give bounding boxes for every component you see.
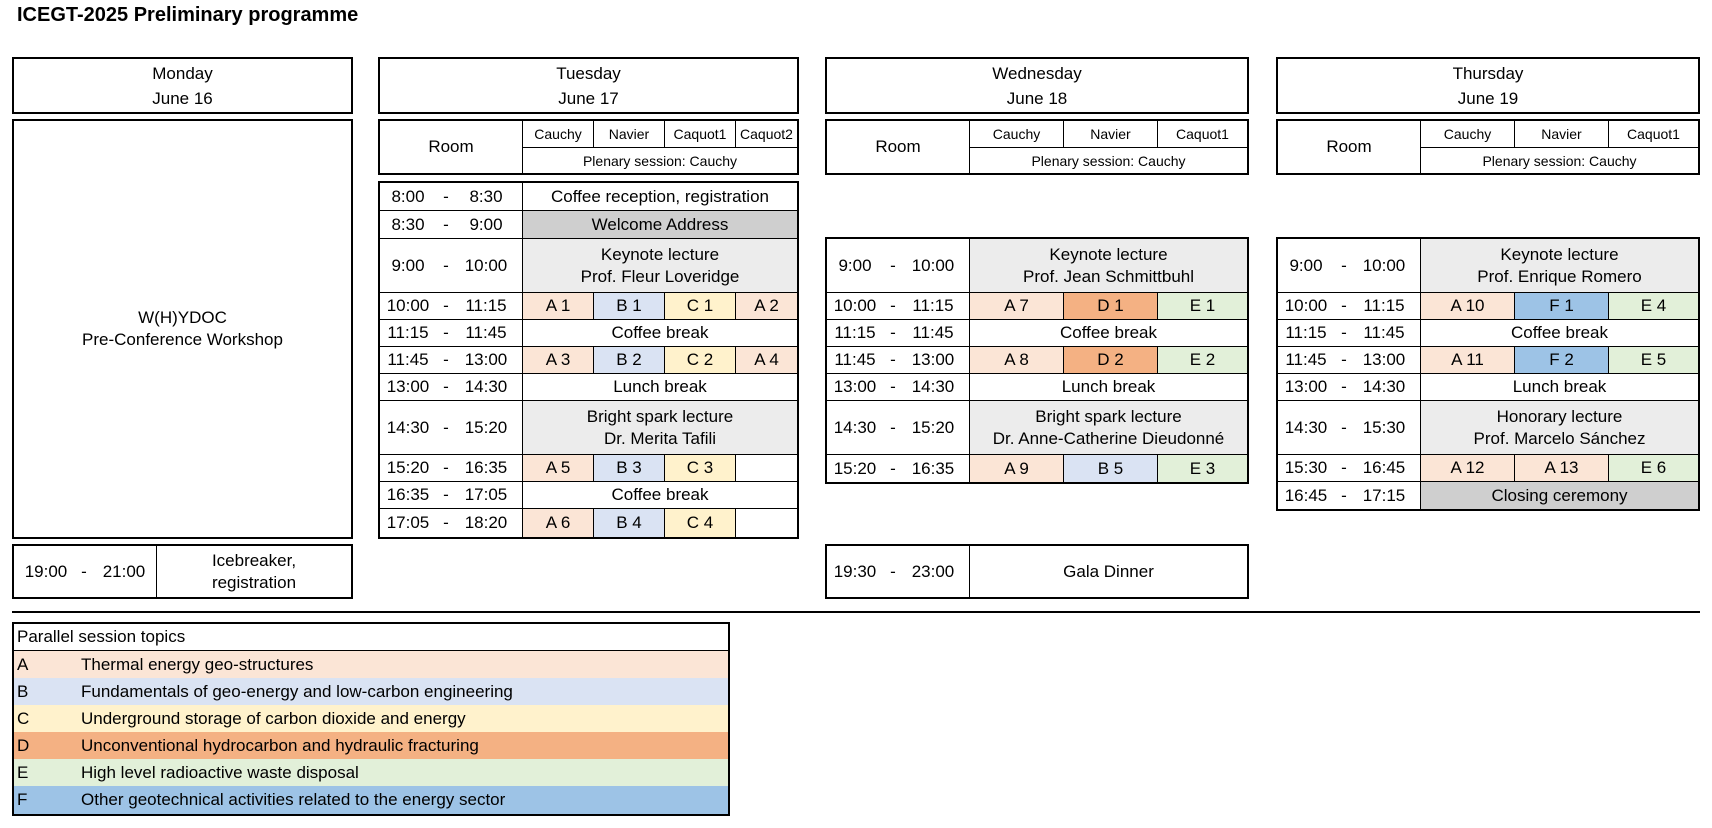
time-start: 19:30 — [833, 561, 877, 581]
session-cell: E 4 — [1609, 293, 1698, 319]
session-cell: B 3 — [594, 455, 664, 481]
page-title: ICEGT-2025 Preliminary programme — [17, 4, 359, 26]
workshop-subtitle: Pre-Conference Workshop — [82, 330, 283, 349]
legend-item — [14, 732, 728, 759]
session-cell: A 8 — [970, 347, 1063, 373]
time-row: 16:35 - 17:05 — [386, 485, 508, 504]
time-row: 15:20 - 16:35 — [386, 458, 508, 477]
time-row: 11:45 - 13:00 — [834, 350, 955, 369]
room-caquot1: Caquot1 — [673, 126, 727, 142]
legend-item — [14, 786, 728, 814]
workshop-name: W(H)YDOC — [138, 308, 227, 327]
session-cell: A 11 — [1421, 347, 1514, 373]
room-caquot1: Caquot1 — [1176, 126, 1229, 142]
event-speaker: Dr. Merita Tafili — [603, 428, 717, 448]
session-cell: A 7 — [970, 293, 1063, 319]
session-cell: E 6 — [1609, 455, 1698, 481]
session-cell: D 2 — [1064, 347, 1157, 373]
event-title: Bright spark lecture — [586, 406, 734, 426]
event-lunch-break: Lunch break — [613, 377, 707, 396]
legend-key: F — [17, 790, 28, 809]
session-cell: A 6 — [523, 509, 593, 537]
day-header-thursday — [1276, 57, 1700, 114]
time-row: 14:30 - 15:20 — [386, 417, 508, 437]
time-row: 14:30 - 15:20 — [833, 417, 955, 437]
session-cell: C 2 — [665, 347, 735, 373]
event-keynote — [523, 239, 797, 292]
event-welcome-address: Welcome Address — [523, 211, 797, 238]
session-cell: A 2 — [736, 293, 797, 319]
time-row: 10:00 - 11:15 — [833, 296, 954, 315]
event-speaker: Prof. Marcelo Sánchez — [1473, 428, 1646, 448]
room-header-thursday — [1276, 119, 1700, 175]
workshop-block — [12, 119, 353, 539]
icebreaker-block — [12, 544, 353, 599]
time-row: 9:00 - 10:00 — [1289, 255, 1406, 275]
session-cell: A 13 — [1515, 455, 1608, 481]
day-date: June 18 — [1006, 89, 1068, 108]
event-coffee-break: Coffee break — [1059, 323, 1158, 342]
section-divider — [12, 611, 1700, 613]
legend-key: E — [17, 762, 29, 782]
legend — [12, 622, 730, 816]
legend-item — [14, 678, 728, 705]
session-cell: F 2 — [1515, 347, 1608, 373]
event-title: Keynote lecture — [1049, 244, 1168, 264]
event-honorary-lecture — [1421, 401, 1698, 454]
session-cell: F 1 — [1515, 293, 1608, 319]
event-title: Keynote lecture — [600, 244, 720, 264]
room-caquot1: Caquot1 — [1627, 126, 1680, 142]
time-row: 8:30 - 9:00 — [391, 214, 503, 234]
legend-text: Fundamentals of geo-energy and low-carbon engineering — [81, 681, 513, 701]
session-cell: A 1 — [523, 293, 593, 319]
event-bright-spark — [970, 401, 1247, 454]
time-end: 21:00 — [102, 561, 146, 581]
legend-key: A — [17, 654, 29, 674]
legend-text: High level radioactive waste disposal — [81, 762, 359, 782]
event-speaker: Prof. Enrique Romero — [1477, 266, 1642, 286]
room-navier: Navier — [1541, 126, 1582, 142]
plenary-room: Plenary session: Cauchy — [1031, 152, 1186, 169]
time-row: 9:00 - 10:00 — [838, 255, 955, 275]
session-cell: B 5 — [1064, 455, 1157, 482]
session-cell: E 1 — [1158, 293, 1247, 319]
day-header-wednesday — [825, 57, 1249, 114]
session-cell: C 4 — [665, 509, 735, 537]
event-gala-dinner: Gala Dinner — [1063, 561, 1154, 581]
room-header-wednesday — [825, 119, 1249, 175]
icebreaker-sublabel: registration — [211, 572, 297, 592]
room-cauchy: Cauchy — [1443, 126, 1492, 142]
schedule-tuesday — [378, 181, 799, 539]
time-row: 10:00 - 11:15 — [386, 296, 507, 315]
session-cell: B 4 — [594, 509, 664, 537]
session-cell: A 3 — [523, 347, 593, 373]
event-lunch-break: Lunch break — [1061, 377, 1156, 396]
room-navier: Navier — [608, 126, 650, 142]
time-row: 9:00 - 10:00 — [391, 255, 508, 275]
time-row: 13:00 - 14:30 — [1284, 377, 1406, 396]
time-row: 13:00 - 14:30 — [833, 377, 955, 396]
room-caquot2: Caquot2 — [740, 126, 793, 142]
event-title: Honorary lecture — [1496, 406, 1623, 426]
time-row: 11:45 - 13:00 — [1285, 350, 1406, 369]
room-cauchy: Cauchy — [534, 126, 582, 142]
room-cauchy: Cauchy — [992, 126, 1041, 142]
legend-key: B — [17, 681, 29, 701]
time-dash: - — [81, 561, 87, 581]
session-cell: A 12 — [1421, 455, 1514, 481]
event-keynote — [1421, 239, 1698, 292]
time-end: 23:00 — [911, 561, 955, 581]
day-name: Monday — [152, 64, 213, 83]
day-date: June 17 — [558, 89, 619, 108]
event-closing-ceremony: Closing ceremony — [1421, 482, 1698, 509]
legend-text: Underground storage of carbon dioxide and energy — [81, 708, 466, 728]
time-row: 11:15 - 11:45 — [387, 323, 507, 342]
schedule-thursday — [1276, 237, 1700, 511]
time-row: 11:45 - 13:00 — [387, 350, 508, 369]
time-row: 17:05 - 18:20 — [386, 513, 508, 532]
time-row: 8:00 - 8:30 — [391, 186, 503, 206]
session-cell: B 2 — [594, 347, 664, 373]
legend-key: D — [17, 735, 30, 755]
legend-item — [14, 705, 728, 732]
time-start: 19:00 — [24, 561, 68, 581]
room-header-tuesday — [378, 119, 799, 175]
legend-item — [14, 651, 728, 678]
time-row: 15:30 - 16:45 — [1284, 458, 1406, 477]
legend-text: Other geotechnical activities related to the energy sector — [81, 790, 506, 809]
day-name: Thursday — [1452, 64, 1524, 83]
session-cell: E 5 — [1609, 347, 1698, 373]
day-date: June 19 — [1457, 89, 1519, 108]
event-bright-spark — [523, 401, 797, 454]
session-cell: E 3 — [1158, 455, 1247, 482]
icebreaker-label: Icebreaker, — [211, 550, 297, 570]
session-cell: A 5 — [523, 455, 593, 481]
event-speaker: Prof. Fleur Loveridge — [580, 266, 740, 286]
legend-text: Thermal energy geo-structures — [81, 654, 314, 674]
event-coffee-break: Coffee break — [1510, 323, 1609, 342]
day-name: Tuesday — [556, 64, 621, 83]
gala-dinner-block — [825, 544, 1249, 599]
time-row: 11:15 - 11:45 — [1285, 323, 1405, 342]
day-header-monday — [12, 57, 353, 114]
session-cell: A 4 — [736, 347, 797, 373]
session-cell: A 9 — [970, 455, 1063, 482]
event-keynote — [970, 239, 1247, 292]
session-cell: B 1 — [594, 293, 664, 319]
session-cell: A 10 — [1421, 293, 1514, 319]
time-row: 15:20 - 16:35 — [833, 458, 955, 478]
room-navier: Navier — [1090, 126, 1131, 142]
session-cell: D 1 — [1064, 293, 1157, 319]
day-date: June 16 — [152, 89, 213, 108]
event-title: Keynote lecture — [1500, 244, 1619, 264]
time-row: 16:45 - 17:15 — [1284, 485, 1406, 505]
event-title: Bright spark lecture — [1035, 406, 1182, 426]
event-coffee-break: Coffee break — [611, 323, 709, 342]
event-speaker: Prof. Jean Schmittbuhl — [1022, 266, 1195, 286]
legend-item — [14, 759, 728, 786]
session-cell: C 1 — [665, 293, 735, 319]
time-row: 10:00 - 11:15 — [1284, 296, 1405, 315]
room-label: Room — [1326, 137, 1372, 156]
legend-text: Unconventional hydrocarbon and hydraulic fracturing — [81, 735, 479, 755]
event-speaker: Dr. Anne-Catherine Dieudonné — [992, 428, 1225, 448]
legend-key: C — [17, 708, 30, 728]
event-coffee-reception: Coffee reception, registration — [551, 186, 769, 206]
session-cell: E 2 — [1158, 347, 1247, 373]
event-coffee-break: Coffee break — [611, 485, 709, 504]
legend-title: Parallel session topics — [17, 627, 186, 646]
time-row: 11:15 - 11:45 — [834, 323, 954, 342]
day-name: Wednesday — [992, 64, 1082, 83]
time-dash: - — [890, 561, 896, 581]
time-row: 13:00 - 14:30 — [386, 377, 508, 396]
session-cell: C 3 — [665, 455, 735, 481]
time-row: 14:30 - 15:30 — [1284, 417, 1406, 437]
event-lunch-break: Lunch break — [1512, 377, 1607, 396]
schedule-wednesday — [825, 237, 1249, 484]
plenary-room: Plenary session: Cauchy — [1482, 152, 1637, 169]
day-header-tuesday — [378, 57, 799, 114]
room-label: Room — [428, 137, 474, 156]
room-label: Room — [875, 137, 921, 156]
plenary-room: Plenary session: Cauchy — [582, 152, 738, 169]
